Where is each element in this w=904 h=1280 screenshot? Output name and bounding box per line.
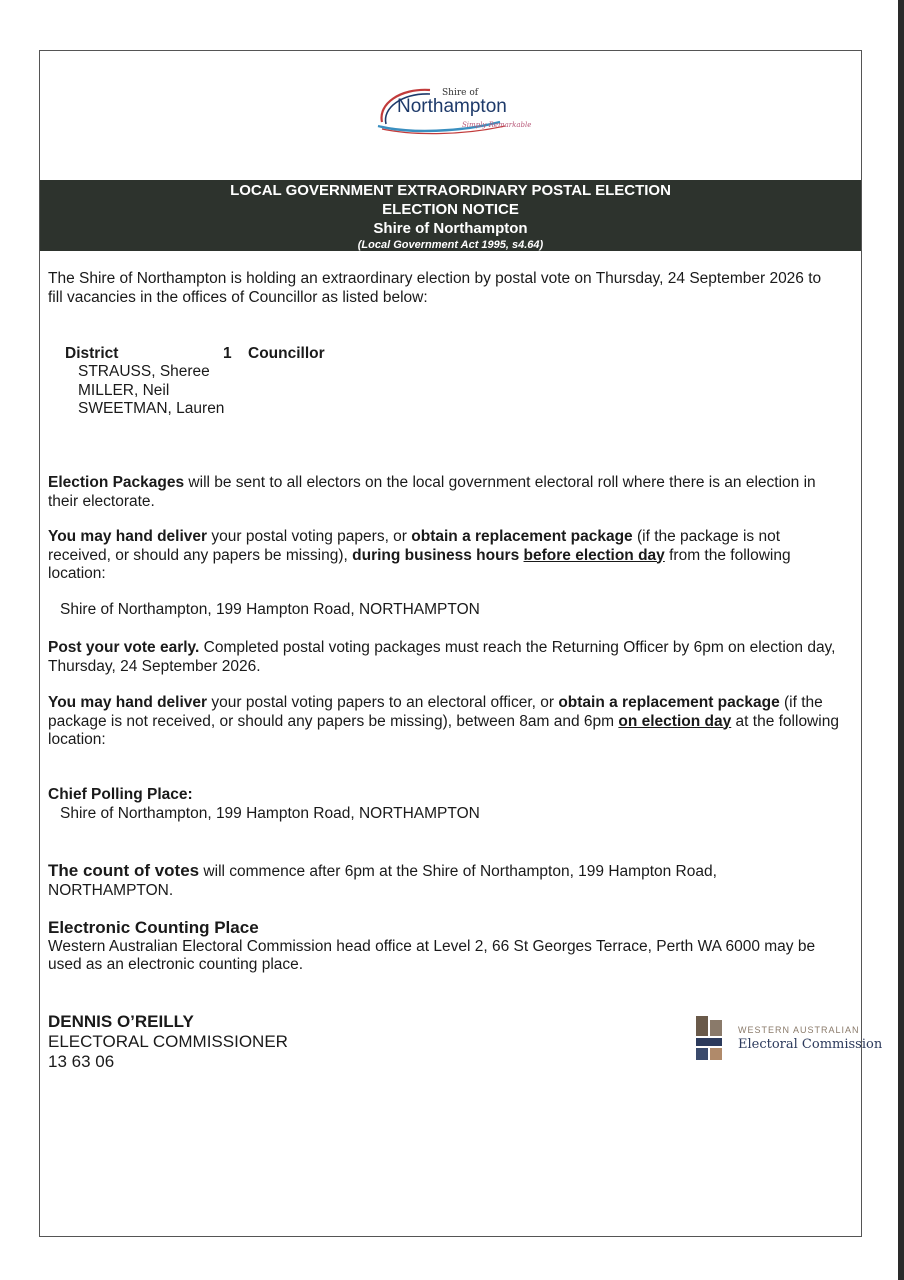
- candidate-1: STRAUSS, Sheree: [78, 363, 210, 380]
- intro-line-2: fill vacancies in the offices of Councillor as listed below:: [48, 288, 428, 306]
- hd1-text-1: your postal voting papers, or: [207, 528, 412, 545]
- electronic-block: [48, 919, 815, 975]
- packages-line-2: their electorate.: [48, 492, 155, 510]
- hd1-line-3: location:: [48, 565, 106, 582]
- banner-line-3: Shire of Northampton: [373, 220, 528, 237]
- hd2-line-2b: at the following: [731, 712, 839, 730]
- hd2-line-3: location:: [48, 731, 106, 748]
- post-early-bold: Post your vote early.: [48, 639, 200, 656]
- district-office: Councillor: [248, 345, 325, 362]
- banner-line-1: LOCAL GOVERNMENT EXTRAORDINARY POSTAL ELECTION: [230, 182, 671, 199]
- district-count: 1: [223, 345, 232, 362]
- electronic-line-1: Western Australian Electoral Commission head office at Level 2, 66 St Georges Terrace, Perth WA 6000 may be: [48, 937, 816, 955]
- hand-deliver-paragraph-2: [48, 694, 839, 750]
- logo-shire-of: Shire of: [442, 88, 479, 98]
- chief-polling-block: [48, 786, 480, 823]
- electronic-heading: Electronic Counting Place: [48, 918, 259, 937]
- post-early-line-1: Completed postal voting packages must reach the Returning Officer by 6pm on election day,: [199, 639, 836, 656]
- packages-bold: Election Packages: [48, 474, 185, 491]
- hd1-underline: before election day: [523, 546, 665, 564]
- waec-logo-icon: [694, 1014, 724, 1062]
- logo-northampton: Northampton: [397, 96, 507, 117]
- hd2-line-2a: package is not received, or should any papers be missing), between 8am and 6pm: [48, 712, 619, 730]
- logo-tagline: Simply Remarkable: [462, 121, 532, 129]
- packages-line-1: will be sent to all electors on the local government electoral roll where there is an election in: [184, 474, 816, 491]
- count-bold: The count of votes: [48, 861, 200, 880]
- district-label: District: [65, 345, 119, 362]
- hd1-bold-1: You may hand deliver: [48, 528, 208, 545]
- post-early-line-2: Thursday, 24 September 2026.: [48, 657, 261, 675]
- banner-line-2: ELECTION NOTICE: [382, 201, 519, 218]
- intro-line-1: The Shire of Northampton is holding an extraordinary election by postal vote on Thursday, 24 September 2026 to: [48, 270, 822, 287]
- waec-line-1: WESTERN AUSTRALIAN: [738, 1025, 860, 1035]
- waec-line-2: Electoral Commission: [738, 1037, 883, 1052]
- hd2-bold-1: You may hand deliver: [48, 694, 208, 711]
- hd2-text-1: your postal voting papers to an electoral officer, or: [207, 694, 559, 711]
- scan-edge: [898, 0, 904, 1280]
- election-notice-banner: [40, 180, 861, 251]
- count-line-1: will commence after 6pm at the Shire of Northampton, 199 Hampton Road,: [199, 863, 717, 880]
- hd2-underline: on election day: [618, 712, 732, 730]
- electronic-line-2: used as an electronic counting place.: [48, 956, 304, 973]
- intro-paragraph: [48, 270, 821, 307]
- hd1-line-2b: from the following: [664, 546, 791, 564]
- location-1: Shire of Northampton, 199 Hampton Road, NORTHAMPTON: [60, 601, 480, 618]
- hd1-bold-2: obtain a replacement package: [411, 528, 633, 545]
- hd2-bold-2: obtain a replacement package: [558, 694, 780, 711]
- post-early-paragraph: [48, 639, 835, 676]
- hand-deliver-paragraph-1: [48, 528, 791, 584]
- commissioner-phone: 13 63 06: [48, 1052, 115, 1071]
- banner-line-4: (Local Government Act 1995, s4.64): [357, 239, 544, 251]
- count-paragraph: [48, 862, 717, 900]
- hd1-line-2a: received, or should any papers be missing),: [48, 546, 353, 564]
- chief-polling-label: Chief Polling Place:: [48, 786, 193, 803]
- candidate-2: MILLER, Neil: [78, 381, 170, 399]
- commissioner-name: DENNIS O’REILLY: [48, 1012, 194, 1031]
- count-line-2: NORTHAMPTON.: [48, 881, 174, 899]
- signature-block: [48, 1012, 288, 1072]
- chief-polling-address: Shire of Northampton, 199 Hampton Road, NORTHAMPTON: [60, 804, 480, 822]
- candidate-3: SWEETMAN, Lauren: [78, 400, 225, 417]
- commissioner-title: ELECTORAL COMMISSIONER: [48, 1032, 288, 1051]
- hd2-text-2: (if the: [779, 694, 823, 711]
- candidate-list: [78, 363, 224, 419]
- hd1-bold-3: during business hours: [352, 546, 524, 564]
- packages-paragraph: [48, 474, 816, 511]
- hd1-text-2: (if the package is not: [632, 528, 781, 545]
